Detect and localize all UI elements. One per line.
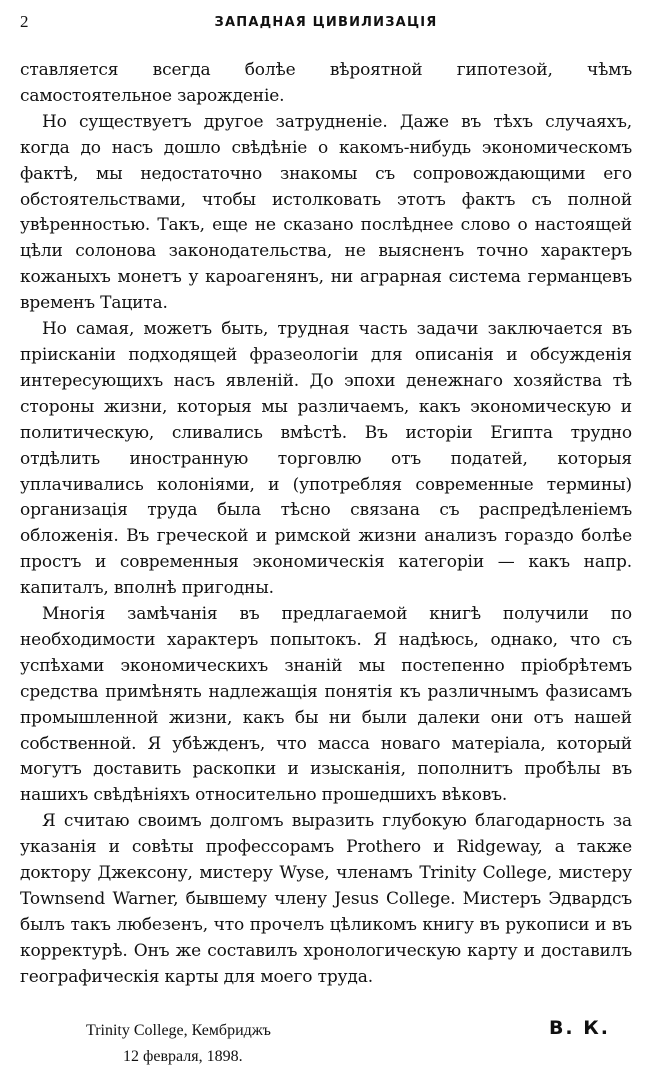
running-title: ЗАПАДНАЯ ЦИВИЛИЗАЦІЯ — [214, 15, 438, 30]
page-header — [20, 0, 632, 36]
date-line: 12 февраля, 1898. — [123, 1048, 243, 1065]
place-date-block — [86, 1018, 271, 1070]
page-number: 2 — [20, 12, 29, 31]
body-text — [20, 58, 632, 991]
paragraph: Но самая, можетъ быть, трудная часть задачи заключается въ прiисканiи подходящей фразеологiи для описанiя и обсужденiя интересующихъ насъ явленiй. До эпохи денежнаго хозяйства тѣ стороны жизни, которыя мы различаемъ, какъ экономическую и политическую, сливались вмѣстѣ. Въ исторiи Египта трудно отдѣлить иностранную торговлю отъ податей, которыя уплачивались колонiями, и (употребляя современные термины) организацiя труда была тѣсно связана съ распредѣленiемъ обложенiя. Въ греческой и римской жизни анализъ гораздо болѣе простъ и современныя экономическiя категорiи — какъ напр. капиталъ, вполнѣ пригодны. — [20, 319, 632, 599]
author-initials: В. К. — [548, 1016, 610, 1039]
paragraph: Я считаю своимъ долгомъ выразить глубокую благодарность за указанiя и совѣты профессорамъ Prothero и Ridgeway, а также доктору Джексону, мистеру Wyse, членамъ Trinity College, мистеру Townsend Warner, бывшему члену Jesus College. Мистеръ Эдвардсъ былъ такъ любезенъ, что прочелъ цѣликомъ книгу въ рукописи и въ корректурѣ. Онъ же составилъ хронологическую карту и доставилъ географическiя карты для моего труда. — [20, 811, 632, 987]
paragraph-continuation: ставляется всегда болѣе вѣроятной гипотезой, чѣмъ самостоятельное зарожденіе. — [20, 60, 632, 106]
paragraph: Многiя замѣчанiя въ предлагаемой книгѣ получили по необходимости характеръ попытокъ. Я надѣюсь, однако, что съ успѣхами экономическихъ знанiй мы постепенно прiобрѣтемъ средства примѣнять надлежащiя понятiя къ различнымъ фазисамъ промышленной жизни, какъ бы ни были далеки они отъ нашей собственной. Я убѣжденъ, что масса новаго матерiала, который могутъ доставить раскопки и изысканiя, пополнитъ пробѣлы въ нашихъ свѣдѣнiяхъ относительно прошедшихъ вѣковъ. — [20, 604, 632, 806]
paragraph: Но существуетъ другое затрудненіе. Даже въ тѣхъ случаяхъ, когда до насъ дошло свѣдѣніе о какомъ-нибудь экономическомъ фактѣ, мы недостаточно знакомы съ сопровождающими его обстоятельствами, чтобы истолковать этотъ фактъ съ полной увѣренностью. Такъ, еще не сказано послѣднее слово о настоящей цѣли солонова законодательства, не выясненъ точно характеръ кожаныхъ монетъ у кароагенянъ, ни аграрная система германцевъ временъ Тацита. — [20, 111, 632, 314]
place-line: Trinity College, Кембриджъ — [86, 1022, 271, 1039]
